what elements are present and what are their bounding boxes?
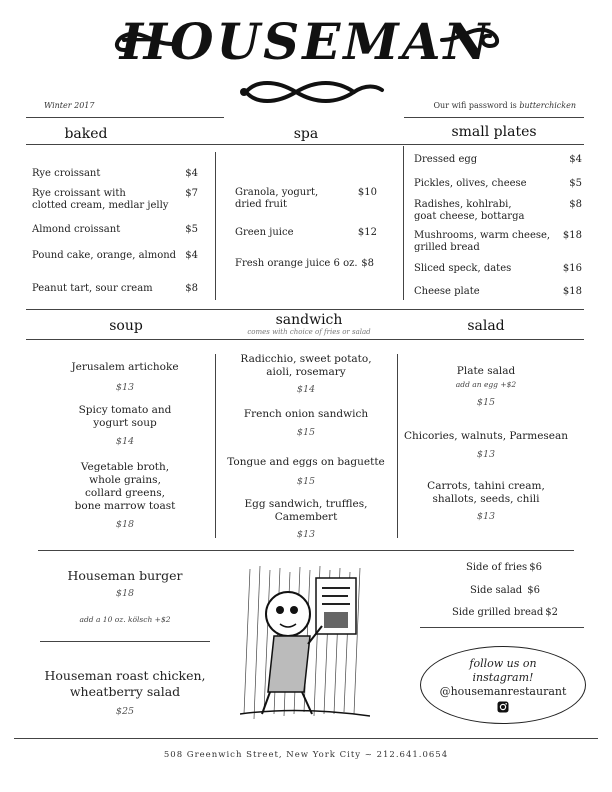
wifi-note [434,101,577,110]
menu-item-sandwich: French onion sandwich $15 [243,408,369,438]
menu-item-spa: Granola, yogurt, dried fruit $10 [235,187,377,210]
houseman-illustration [240,564,370,724]
column-divider-1b [403,146,404,300]
section-title-spa: spa [293,126,319,142]
section-divider-3 [26,339,584,340]
menu-item-salad: Plate salad add an egg +$2 $15 [455,365,517,408]
menu-item-soup: Jerusalem artichoke $13 [71,361,179,393]
sandwich-note: comes with choice of fries or salad [247,328,371,336]
instagram-callout[interactable] [420,646,586,724]
menu-item-chicken: Houseman roast chicken, wheatberry salad $25 [44,668,206,717]
sides-divider [420,627,584,628]
burger-divider [40,641,210,642]
header-divider-left [26,117,224,118]
menu-item-sandwich: Tongue and eggs on baguette $15 [227,456,385,487]
section-divider-1 [26,144,584,145]
menu-item-salad: Carrots, tahini cream, shallots, seeds, chili $13 [427,480,545,522]
footer-divider [14,738,598,739]
menu-item-small-plate: Mushrooms, warm cheese, grilled bread $18 [414,230,582,253]
section-divider-4 [38,550,574,551]
section-title-soup: soup [109,318,143,334]
column-divider-1a [215,152,216,300]
menu-item-small-plate: Radishes, kohlrabi, goat cheese, bottarga $8 [414,199,582,222]
menu-item-soup: Vegetable broth, whole grains, collard greens, bone marrow toast $18 [74,461,176,530]
column-divider-2a [215,354,216,538]
menu-item-salad: Chicories, walnuts, Parmesean $13 [403,430,569,460]
instagram-line2: instagram! [472,671,534,684]
menu-item-sandwich: Egg sandwich, truffles, Camembert $13 [244,498,368,540]
menu-item-baked: Rye croissant with clotted cream, medlar jelly $7 [32,188,198,211]
logo: HOUSEMAN [119,12,493,71]
section-title-salad: salad [467,318,505,334]
season-label: Winter 2017 [44,101,95,110]
logo-right-swirl [440,24,510,52]
logo-flourish [236,78,386,106]
menu-item-soup: Spicy tomato and yogurt soup $14 [78,404,172,447]
section-title-baked: baked [64,126,108,142]
menu-item-sandwich: Radicchio, sweet potato, aioli, rosemary $14 [240,353,372,395]
column-divider-2b [397,354,398,538]
menu-item-burger: Houseman burger $18 add a 10 oz. kölsch +$2 [67,568,183,624]
wifi-password: butterchicken [519,101,576,110]
section-divider-2 [26,309,584,310]
instagram-line1: follow us on [469,657,537,670]
instagram-icon[interactable] [497,701,509,713]
wifi-prefix: Our wifi password is [433,101,520,110]
footer-address: 508 Greenwich Street, New York City ~ 212.641.0654 [163,750,449,760]
section-title-small-plates: small plates [451,124,537,140]
header-divider-right [404,117,584,118]
section-title-sandwich: sandwich [275,312,343,328]
instagram-handle[interactable]: @housemanrestaurant [439,685,567,698]
